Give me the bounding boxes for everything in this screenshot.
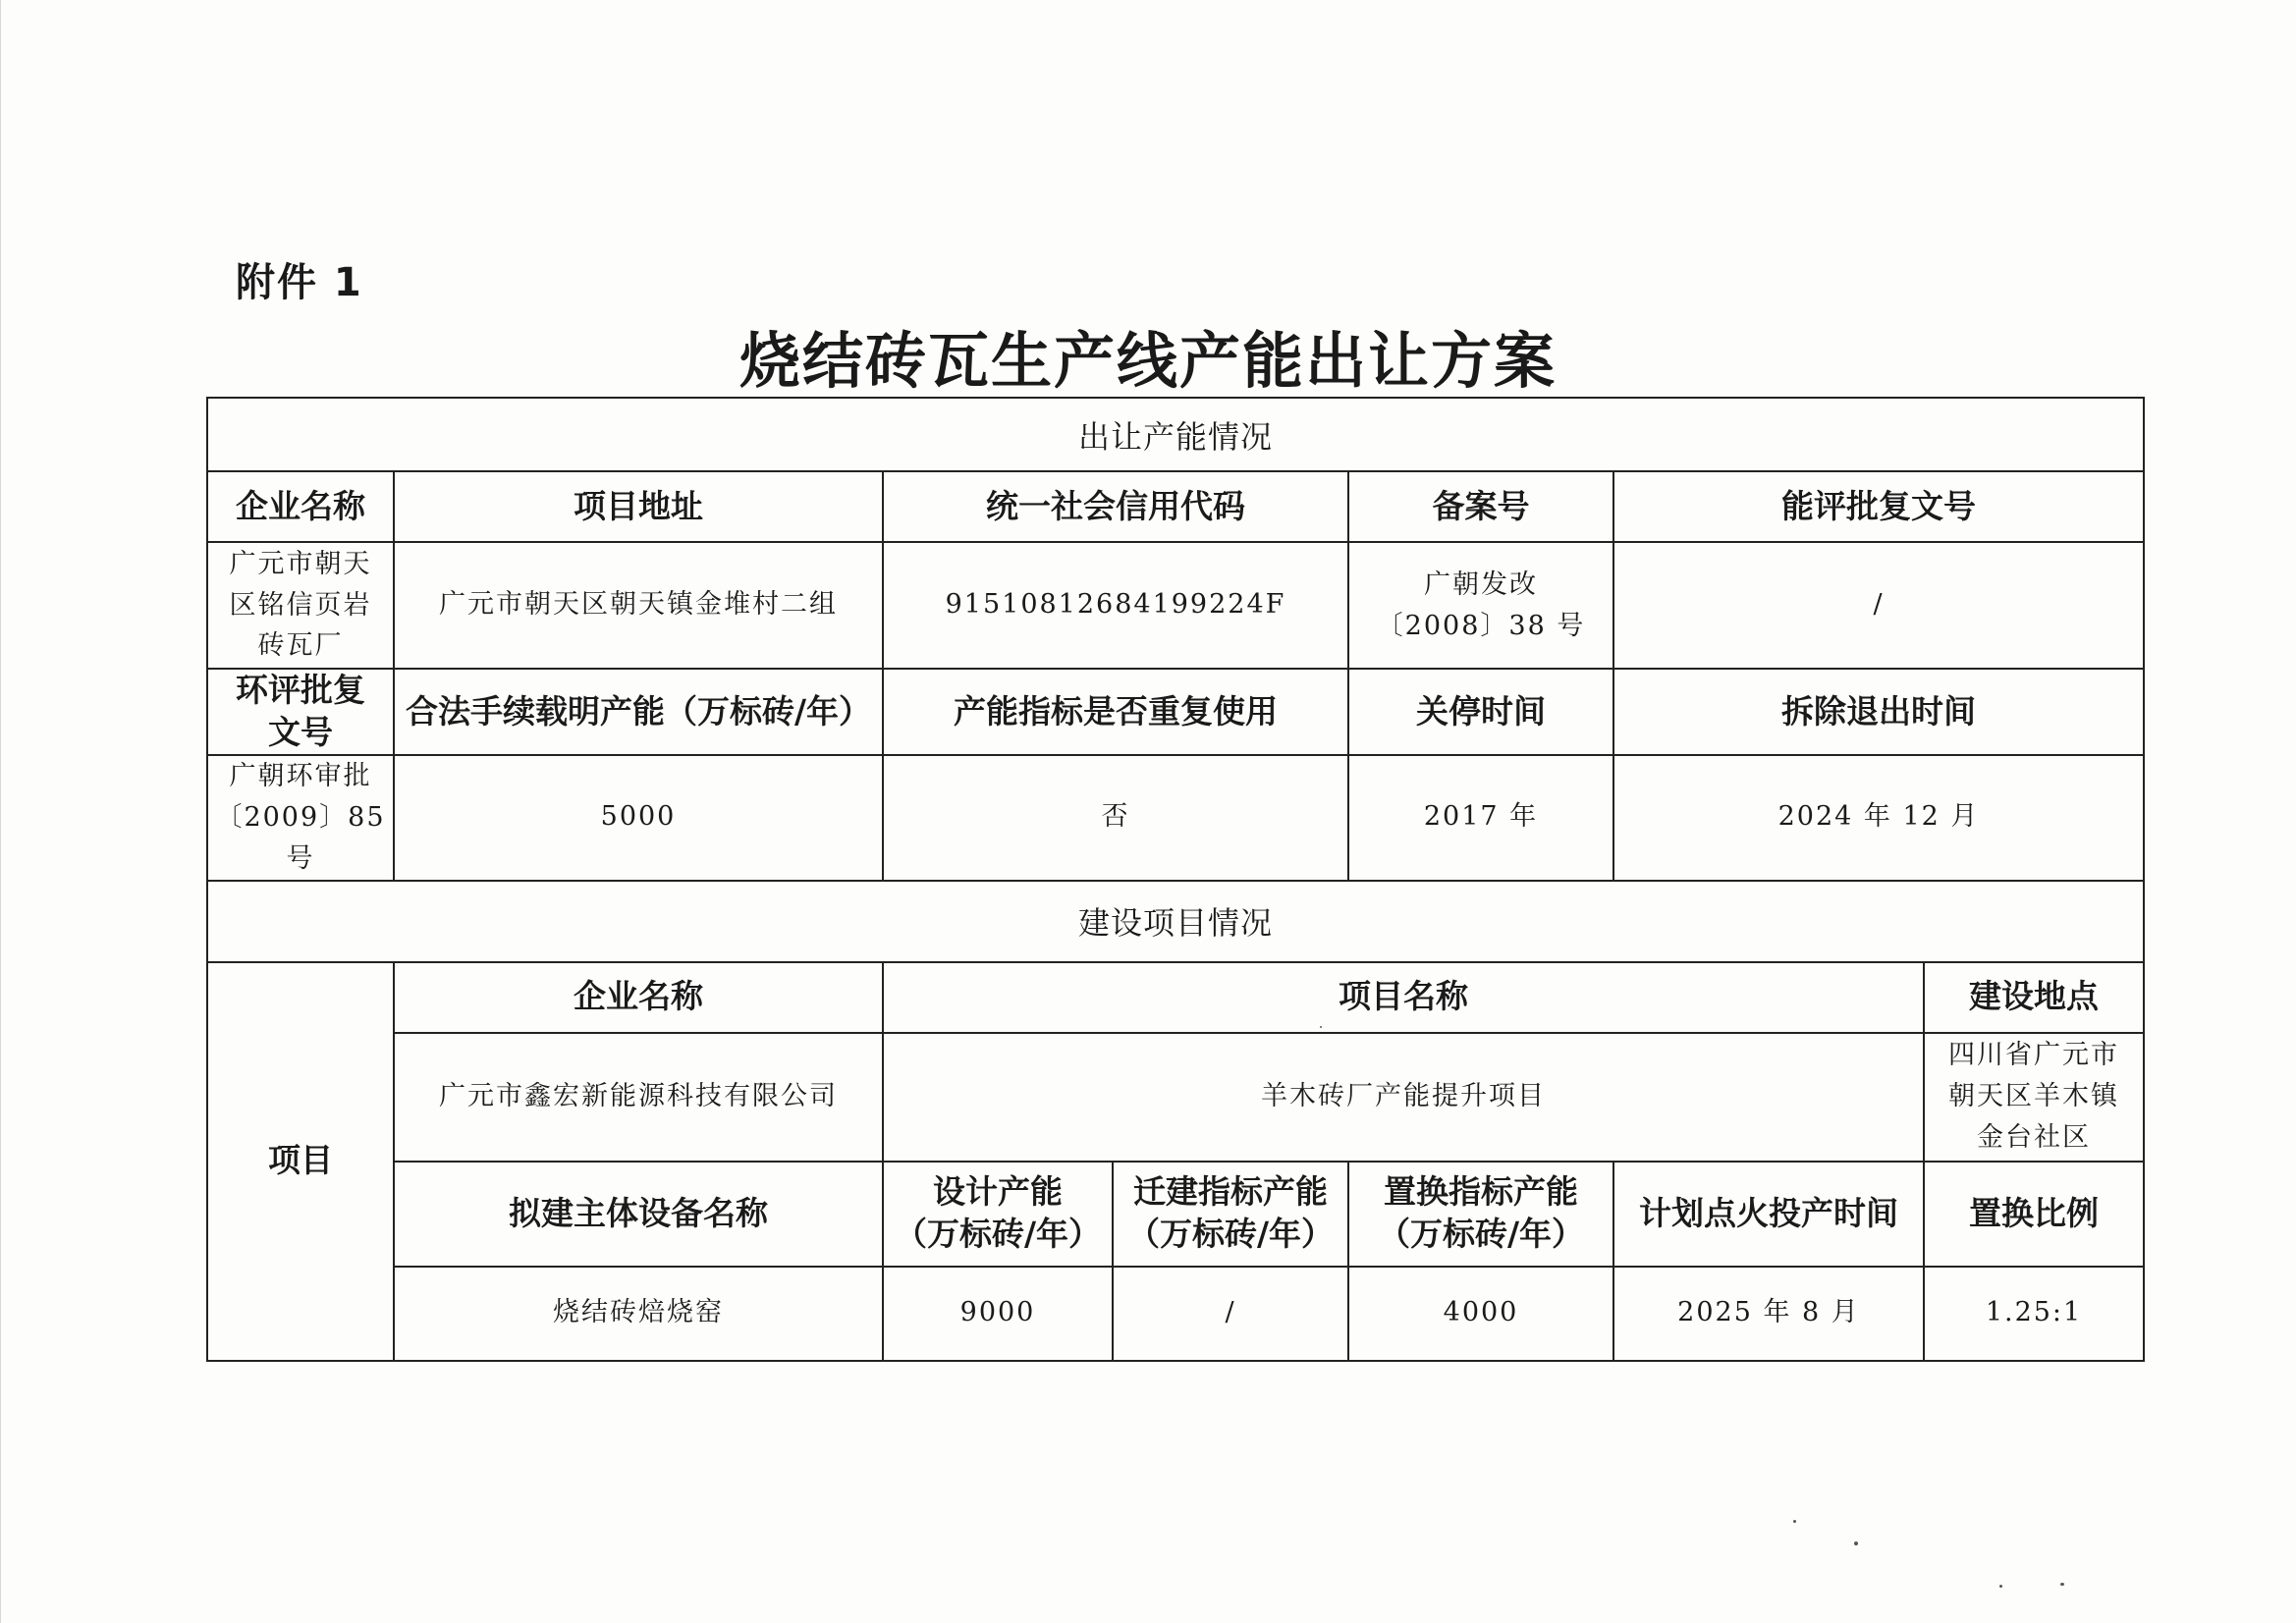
header-eia-approval-line-2: 文号 [268,713,333,751]
value-energy-approval-no: / [1613,542,2144,669]
value-design-capacity: 9000 [883,1267,1113,1361]
project-row-label: 项目 [207,962,394,1361]
header-design-capacity [883,1162,1113,1267]
value-demolition-time: 2024 年 12 月 [1613,755,2144,881]
header-replaced-capacity-line-1: 置换指标产能 [1384,1172,1578,1212]
value-company-name-line-1: 广元市朝天 [229,548,372,579]
scan-speck [1854,1542,1858,1545]
header-builder-company-name: 企业名称 [394,962,883,1033]
construction-header-row-2 [207,1162,2144,1267]
header-site: 建设地点 [1924,962,2144,1033]
value-credit-code: 91510812684199224F [883,542,1348,669]
value-replaced-capacity: 4000 [1348,1267,1613,1361]
construction-header-row-1 [207,962,2144,1033]
header-filing-no: 备案号 [1348,471,1613,542]
value-replacement-ratio: 1.25:1 [1924,1267,2144,1361]
header-project-name: 项目名称 [883,962,1924,1033]
capacity-transfer-table [206,397,2145,1362]
scan-speck [1793,1520,1796,1523]
value-filing-no [1348,542,1613,669]
header-project-address: 项目地址 [394,471,883,542]
value-site-line-2: 朝天区羊木镇 [1948,1081,2120,1112]
header-reused: 产能指标是否重复使用 [883,669,1348,755]
transfer-value-row-1 [207,542,2144,669]
scan-speck [2060,1583,2064,1586]
header-shutdown-time: 关停时间 [1348,669,1613,755]
header-energy-approval-no: 能评批复文号 [1613,471,2144,542]
construction-section-title: 建设项目情况 [207,881,2144,962]
header-relocated-capacity-line-1: 迁建指标产能 [1133,1172,1328,1212]
value-filing-no-line-1: 广朝发改 [1424,568,1538,600]
header-replaced-capacity-line-2: （万标砖/年） [1377,1215,1585,1254]
transfer-header-row-2 [207,669,2144,755]
value-site [1924,1033,2144,1162]
header-design-capacity-line-2: （万标砖/年） [894,1215,1102,1254]
header-company-name: 企业名称 [207,471,394,542]
transfer-section-row [207,398,2144,471]
header-demolition-time: 拆除退出时间 [1613,669,2144,755]
value-project-address: 广元市朝天区朝天镇金堆村二组 [394,542,883,669]
construction-value-row-2 [207,1267,2144,1361]
value-site-line-3: 金台社区 [1977,1121,2092,1153]
header-eia-approval-line-1: 环评批复 [236,671,365,710]
value-legal-capacity: 5000 [394,755,883,881]
construction-value-row-1 [207,1033,2144,1162]
header-legal-capacity: 合法手续载明产能（万标砖/年） [394,669,883,755]
header-relocated-capacity-line-2: （万标砖/年） [1126,1215,1335,1254]
value-eia-approval-line-2: 〔2009〕85 号 [215,801,386,874]
scan-speck [1999,1585,2002,1588]
construction-section-row [207,881,2144,962]
document-title: 烧结砖瓦生产线产能出让方案 [738,325,1557,397]
value-site-line-1: 四川省广元市 [1948,1040,2120,1071]
header-design-capacity-line-1: 设计产能 [933,1172,1063,1212]
value-relocated-capacity: / [1113,1267,1348,1361]
scan-speck [1320,1026,1322,1028]
value-company-name-line-2: 区铭信页岩 [229,589,372,621]
value-eia-approval-line-1: 广朝环审批 [229,761,372,791]
value-builder-company-name: 广元市鑫宏新能源科技有限公司 [394,1033,883,1162]
value-equipment-name: 烧结砖焙烧窑 [394,1267,883,1361]
header-eia-approval [207,669,394,755]
transfer-header-row-1 [207,471,2144,542]
header-replaced-capacity [1348,1162,1613,1267]
header-replacement-ratio: 置换比例 [1924,1162,2144,1267]
value-shutdown-time: 2017 年 [1348,755,1613,881]
transfer-section-title: 出让产能情况 [207,398,2144,471]
header-equipment-name: 拟建主体设备名称 [394,1162,883,1267]
value-filing-no-line-2: 〔2008〕38 号 [1376,610,1586,641]
value-reused: 否 [883,755,1348,881]
transfer-value-row-2 [207,755,2144,881]
header-relocated-capacity [1113,1162,1348,1267]
header-credit-code: 统一社会信用代码 [883,471,1348,542]
value-planned-ignition-time: 2025 年 8 月 [1613,1267,1924,1361]
attachment-label: 附件 1 [236,260,363,305]
value-company-name-line-3: 砖瓦厂 [257,630,344,662]
header-planned-ignition-time: 计划点火投产时间 [1613,1162,1924,1267]
value-company-name [207,542,394,669]
value-eia-approval [207,755,394,881]
value-project-name: 羊木砖厂产能提升项目 [883,1033,1924,1162]
